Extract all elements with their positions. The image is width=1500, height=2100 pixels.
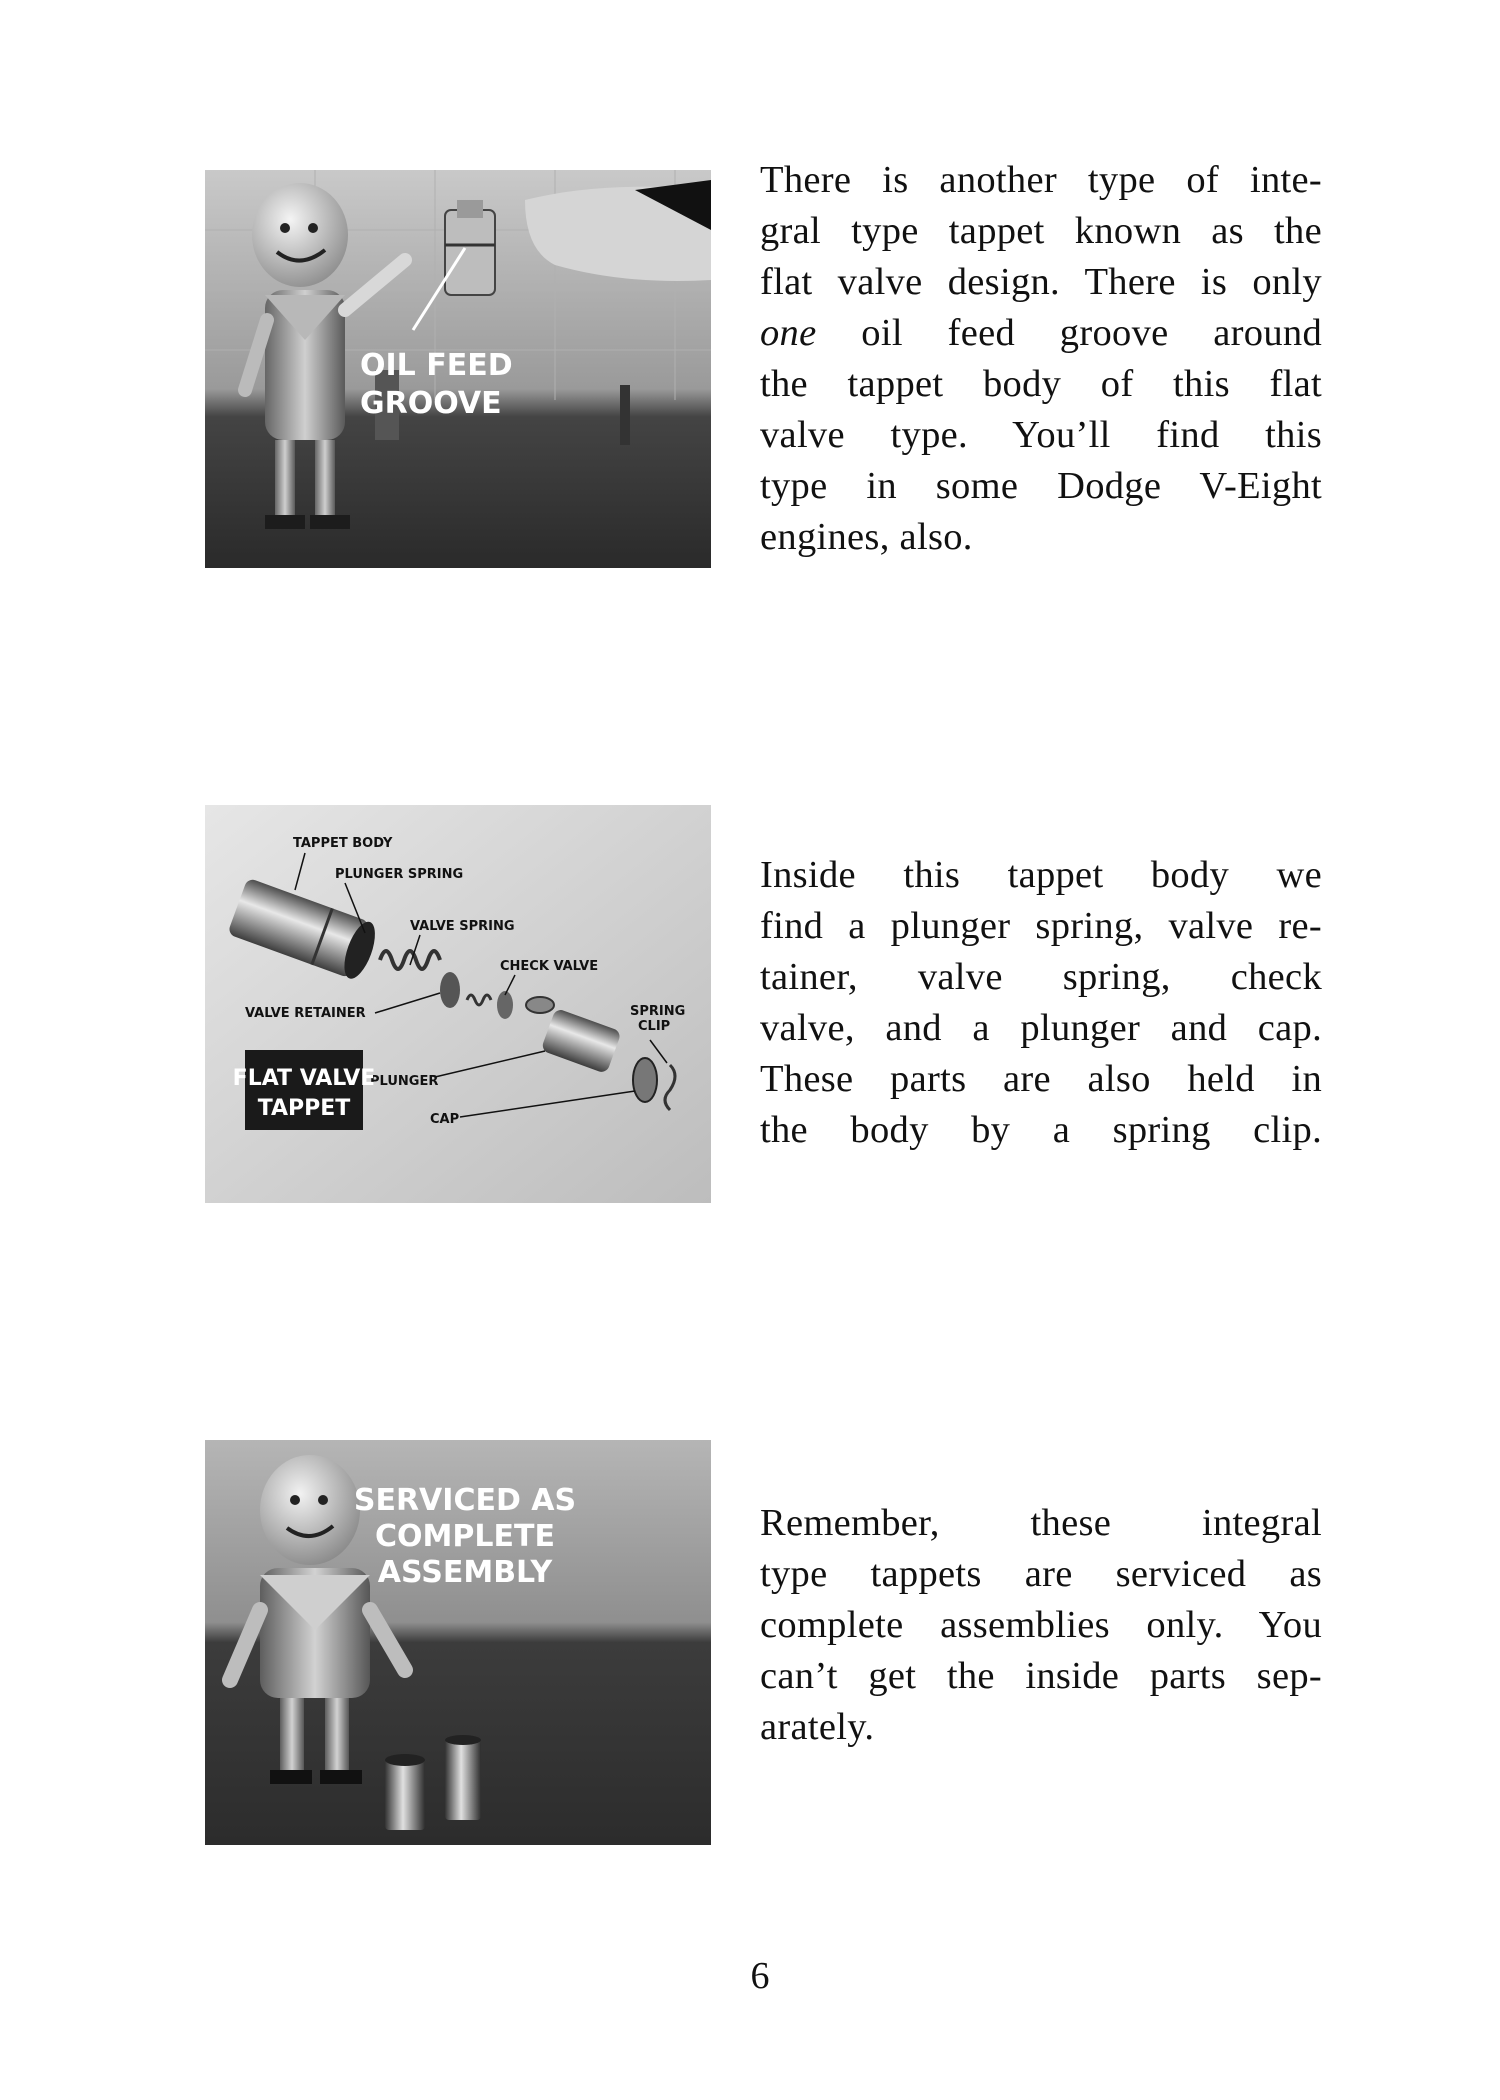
text-line: These parts are also held in <box>760 1058 1322 1100</box>
plunger-spring-label: PLUNGER SPRING <box>335 867 464 882</box>
check-valve-label: CHECK VALVE <box>500 959 599 974</box>
paragraph-inside-tappet-body <box>760 850 1322 1156</box>
oil-feed-label-line1: OIL FEED <box>360 348 513 383</box>
text-line: type tappets are serviced as <box>760 1553 1322 1595</box>
paragraph-flat-valve-design <box>760 155 1322 563</box>
cap-label: CAP <box>430 1112 460 1127</box>
text-line: flat valve design. There is only <box>760 261 1322 303</box>
text-line: engines, also. <box>760 516 973 558</box>
flat-valve-tappet-photo <box>205 805 711 1203</box>
serviced-as-label-line1: SERVICED AS <box>353 1483 577 1518</box>
text-line: valve type. You’ll find this <box>760 414 1322 456</box>
paragraph-serviced-assemblies <box>760 1498 1322 1753</box>
text-line: can’t get the inside parts sep- <box>760 1655 1322 1697</box>
text-line: complete assemblies only. You <box>760 1604 1322 1646</box>
tappet-label-line2: TAPPET <box>257 1096 351 1121</box>
text-line-with-emphasis <box>760 308 1322 359</box>
text-line: arately. <box>760 1706 875 1748</box>
oil-feed-groove-illustration <box>205 170 711 568</box>
text-line: Inside this tappet body we <box>760 854 1322 896</box>
serviced-as-complete-assembly-photo <box>205 1440 711 1845</box>
text-line: find a plunger spring, valve re- <box>760 905 1322 947</box>
text-line: Remember, these integral <box>760 1502 1322 1544</box>
serviced-assembly-illustration <box>205 1440 711 1845</box>
page-number: 6 <box>750 1955 770 1997</box>
emphasis-word: one <box>760 312 817 354</box>
flat-valve-tappet-illustration <box>205 805 711 1203</box>
text-line: the tappet body of this flat <box>760 363 1322 405</box>
valve-retainer-label: VALVE RETAINER <box>245 1006 366 1021</box>
spring-clip-label-line2: CLIP <box>638 1019 671 1034</box>
valve-spring-label: VALVE SPRING <box>410 919 515 934</box>
text-line: valve, and a plunger and cap. <box>760 1007 1322 1049</box>
tappet-body-label: TAPPET BODY <box>293 836 393 851</box>
plunger-label: PLUNGER <box>370 1074 439 1089</box>
text-line: tainer, valve spring, check <box>760 956 1322 998</box>
text-line: gral type tappet known as the <box>760 210 1322 252</box>
text-line: type in some Dodge V-Eight <box>760 465 1322 507</box>
spring-clip-label-line1: SPRING <box>630 1004 686 1019</box>
assembly-label-line3: ASSEMBLY <box>377 1555 553 1590</box>
groove-label-line2: GROOVE <box>360 386 502 421</box>
oil-feed-groove-photo <box>205 170 711 568</box>
text-fragment: oil feed groove around <box>861 312 1322 354</box>
flat-valve-label-line1: FLAT VALVE <box>232 1066 376 1091</box>
complete-label-line2: COMPLETE <box>375 1519 555 1554</box>
text-line: There is another type of inte- <box>760 159 1322 201</box>
text-line: the body by a spring clip. <box>760 1109 1322 1151</box>
